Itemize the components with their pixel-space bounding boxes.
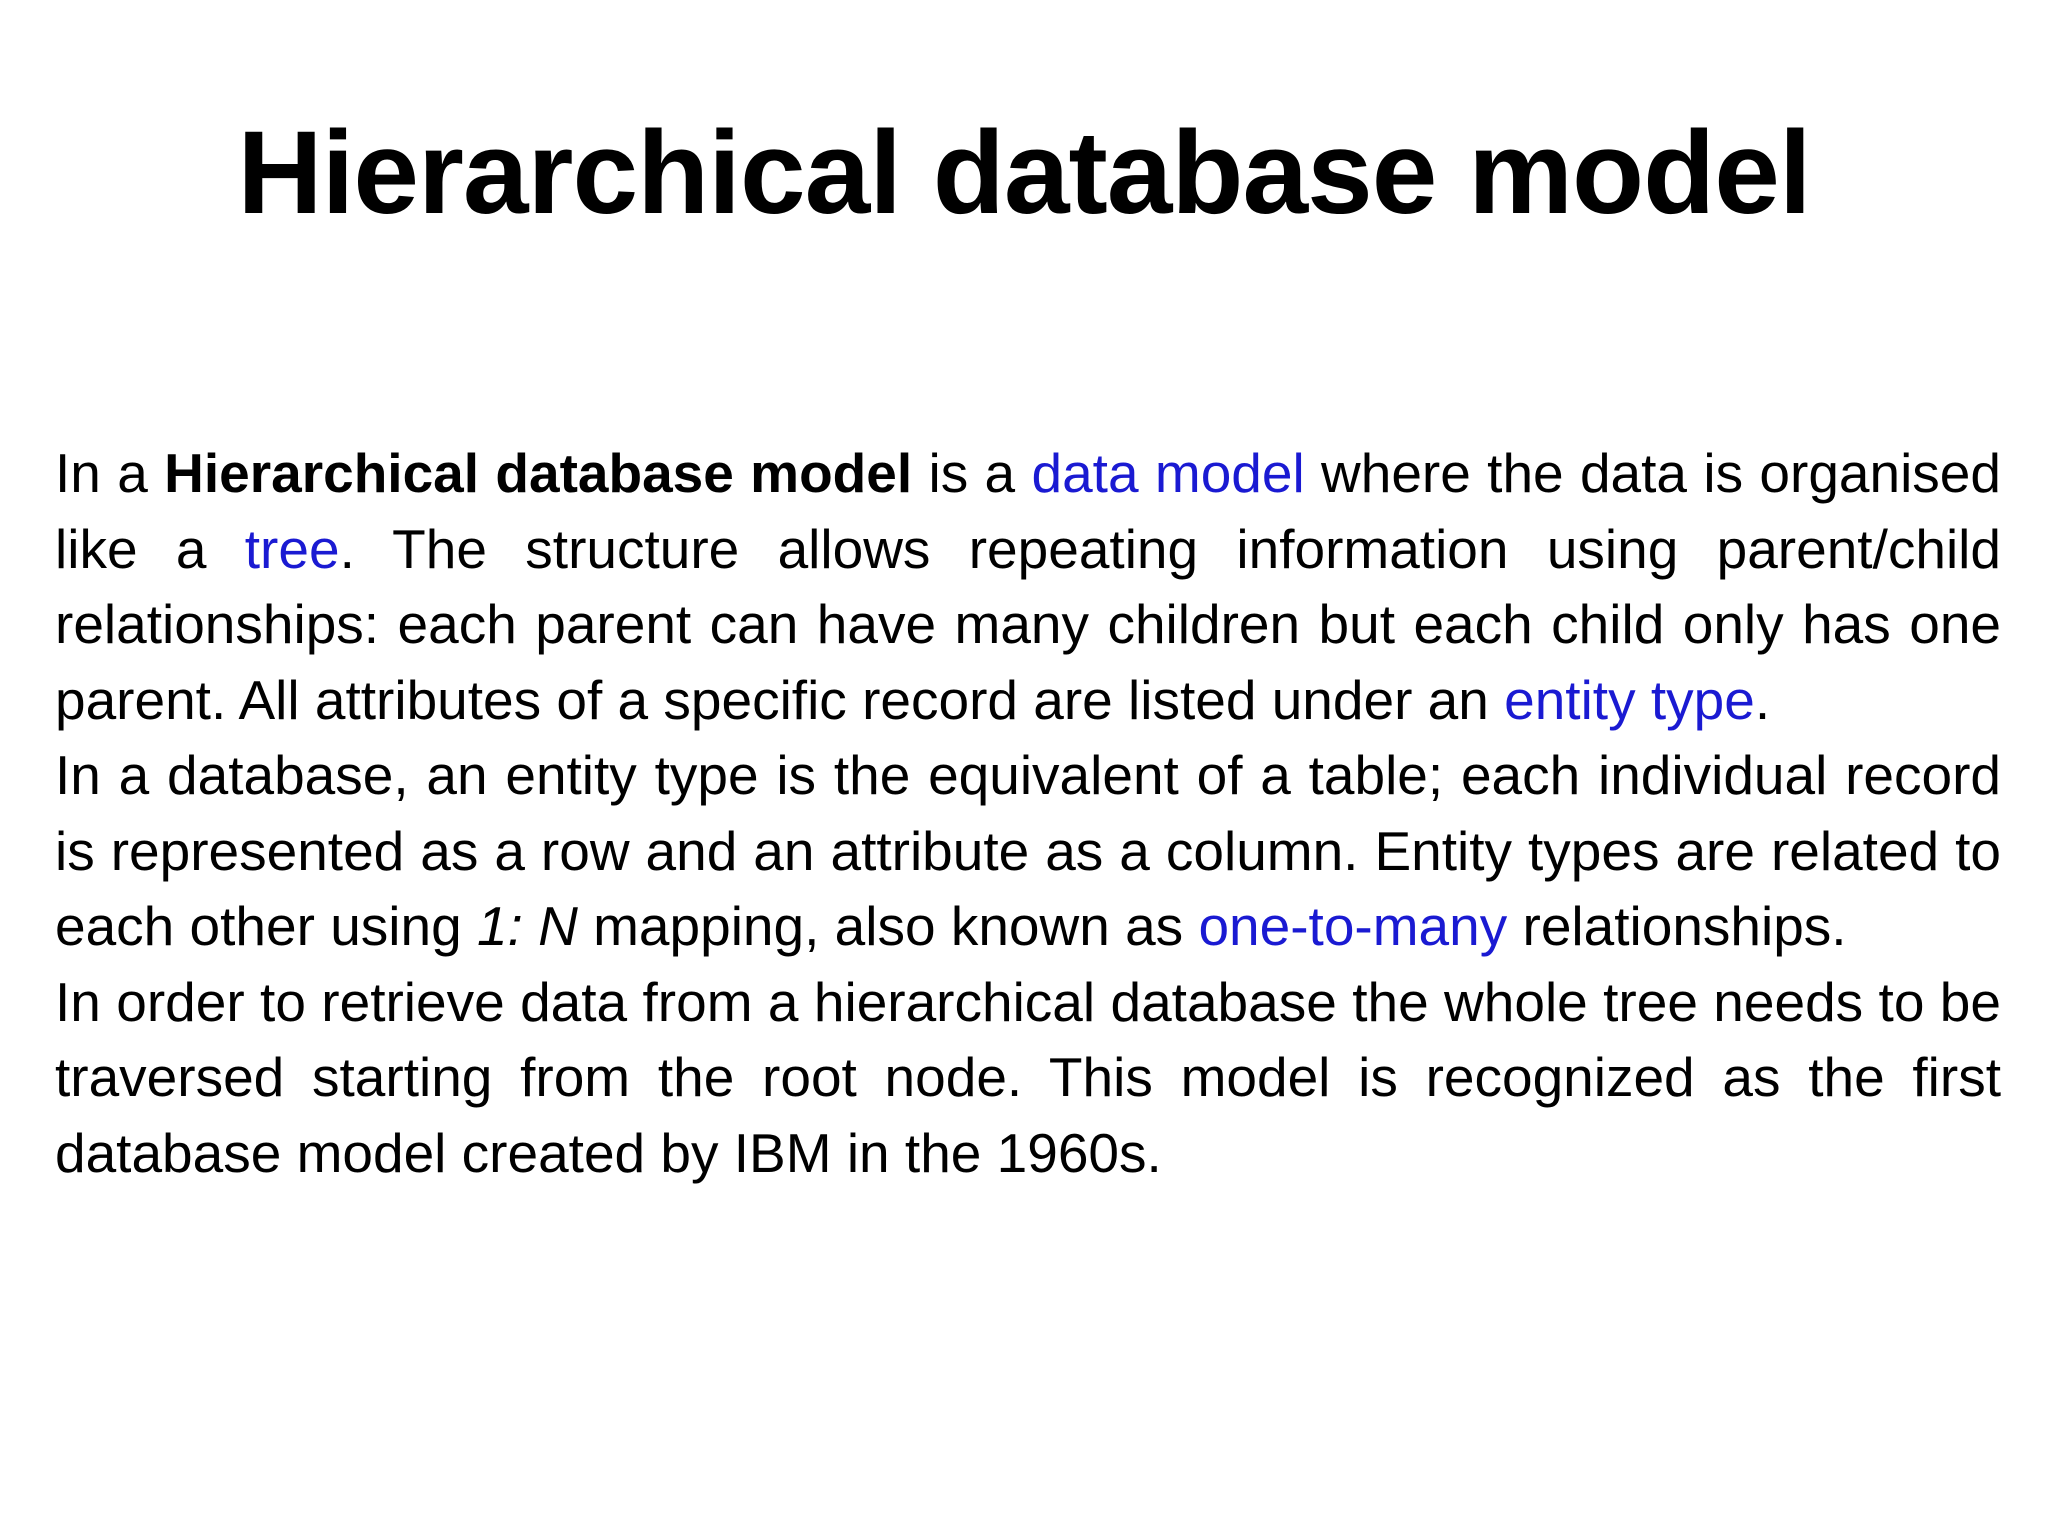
text-segment: relationships. <box>1507 895 1847 957</box>
text-segment: In a <box>55 442 165 504</box>
link-tree[interactable]: tree <box>244 517 340 580</box>
paragraph-retrieval <box>55 965 2001 1192</box>
text-segment: is a <box>912 442 1032 504</box>
paragraph-definition <box>55 436 2001 738</box>
text-segment: In order to retrieve data from a hierarchical database the whole tree needs to be traversed starting from the root node. This model is recognized as the first database model created by IBM in the 1960s. <box>55 970 2001 1184</box>
italic-mapping: 1: N <box>476 895 578 957</box>
link-data-model[interactable]: data model <box>1031 442 1305 504</box>
slide-body <box>55 436 2001 1191</box>
text-segment: . The structure allows repeating information using parent/child relationships: each parent can have many children but each child only has one parent. All attributes of a specific record are listed under an <box>55 517 2001 731</box>
text-segment: where the data is organised like a <box>55 442 2001 580</box>
bold-term: Hierarchical database model <box>164 442 913 504</box>
link-one-to-many[interactable]: one-to-many <box>1198 895 1508 957</box>
link-entity-type[interactable]: entity type <box>1504 668 1755 731</box>
text-segment: . <box>1754 668 1771 731</box>
paragraph-entity-types <box>55 738 2001 965</box>
text-segment: mapping, also known as <box>577 895 1199 957</box>
text-segment: In a database, an entity type is the equivalent of a table; each individual record is represented as a row and an attribute as a column. Entity types are related to each other using <box>55 744 2001 957</box>
slide-title: Hierarchical database model <box>237 107 1811 239</box>
